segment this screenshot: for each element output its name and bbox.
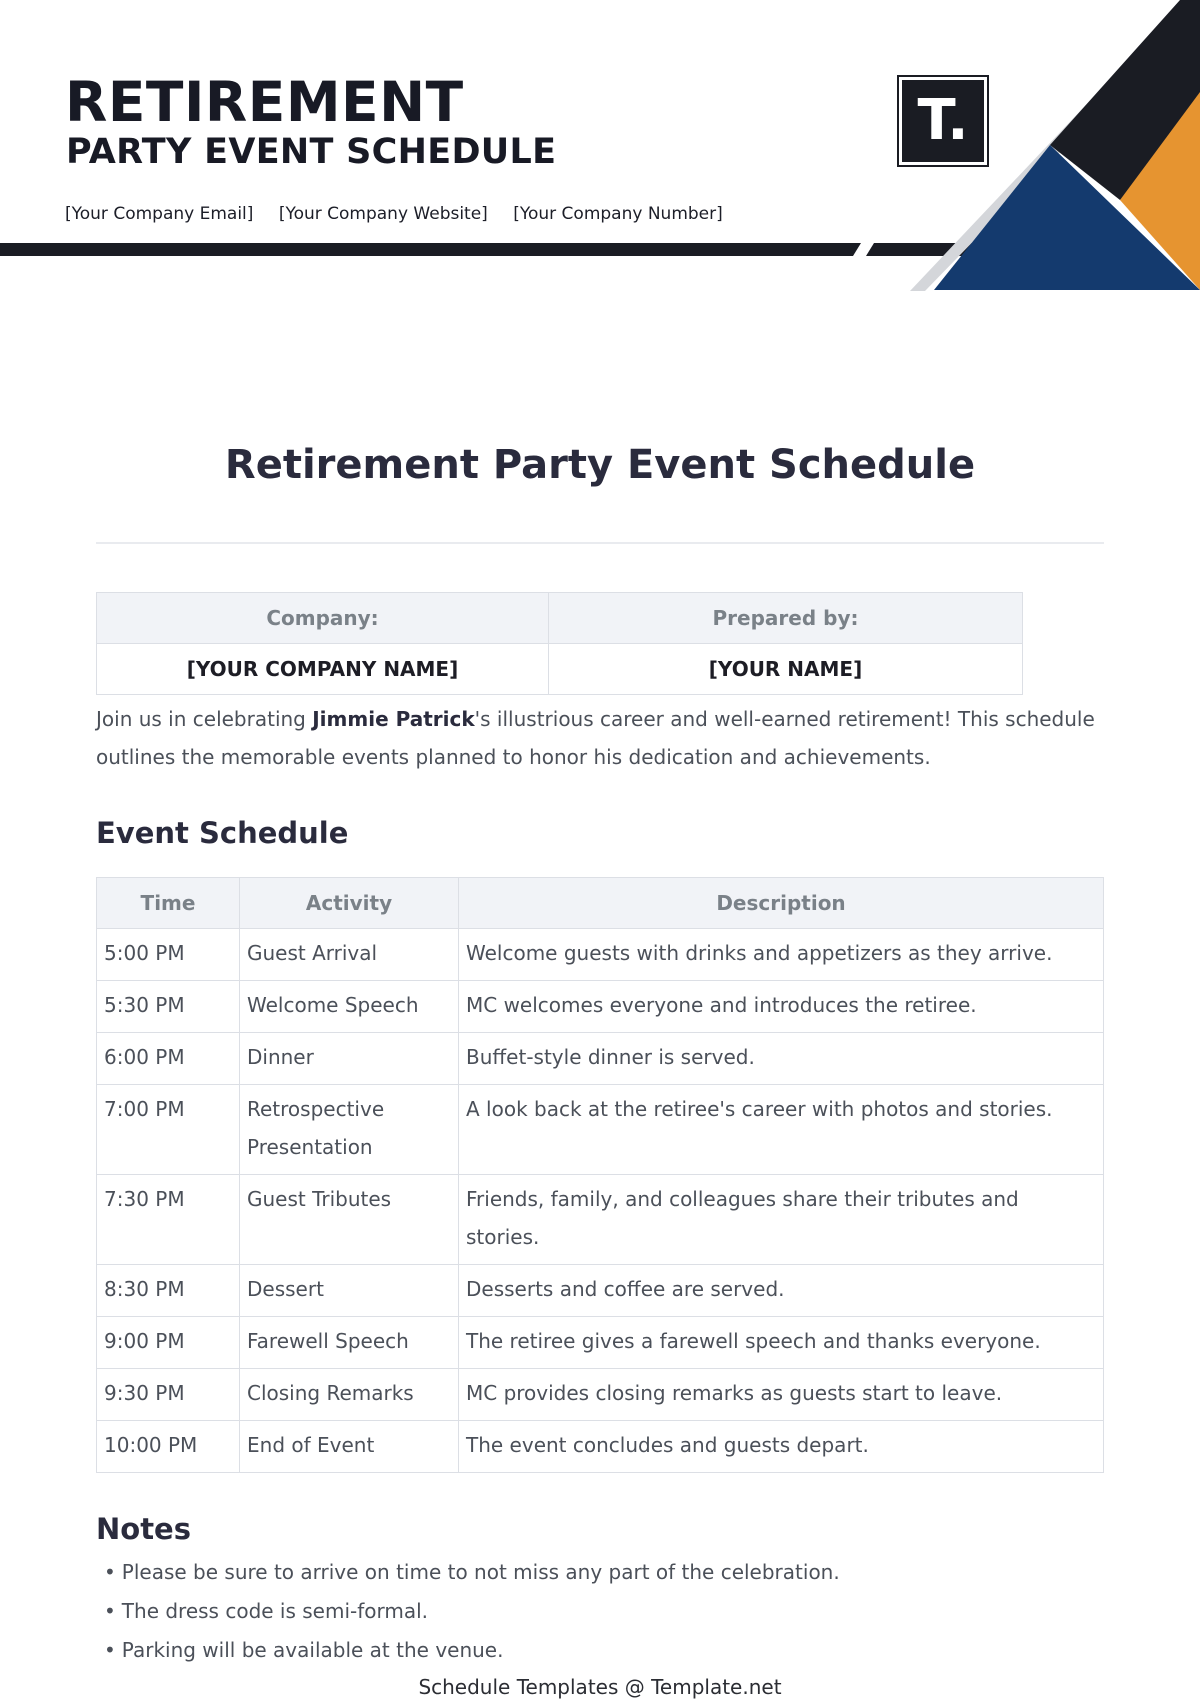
column-header-activity: Activity [240,878,459,929]
event-schedule-table [96,877,1104,1473]
event-schedule-heading: Event Schedule [96,816,349,850]
activity-cell: End of Event [240,1421,459,1473]
table-row [97,1033,1104,1085]
description-cell: Desserts and coffee are served. [459,1265,1104,1317]
description-cell: Buffet-style dinner is served. [459,1033,1104,1085]
prepared-by-label: Prepared by: [549,593,1023,644]
time-cell: 9:30 PM [97,1369,240,1421]
activity-cell: Guest Arrival [240,929,459,981]
schedule-header-row [97,878,1104,929]
company-website: [Your Company Website] [278,204,488,224]
table-row [97,1175,1104,1265]
list-item: • The dress code is semi-formal. [96,1592,840,1631]
table-row [97,981,1104,1033]
info-value-row [97,644,1023,695]
time-cell: 5:00 PM [97,929,240,981]
time-cell: 9:00 PM [97,1317,240,1369]
table-row [97,1265,1104,1317]
time-cell: 6:00 PM [97,1033,240,1085]
table-row [97,929,1104,981]
title-divider [96,542,1104,544]
info-header-row [97,593,1023,644]
retiree-name: Jimmie Patrick [312,707,475,731]
description-cell: The event concludes and guests depart. [459,1421,1104,1473]
intro-text-start: Join us in celebrating [96,707,313,731]
description-cell: MC welcomes everyone and introduces the retiree. [459,981,1104,1033]
table-row [97,1317,1104,1369]
intro-paragraph [96,700,1096,776]
company-number: [Your Company Number] [513,204,723,224]
notes-heading: Notes [96,1512,191,1546]
column-header-time: Time [97,878,240,929]
activity-cell: Dinner [240,1033,459,1085]
description-cell: Friends, family, and colleagues share their tributes and stories. [459,1175,1104,1265]
notes-list [96,1553,840,1670]
table-row [97,1421,1104,1473]
activity-cell: Closing Remarks [240,1369,459,1421]
brand-title: RETIREMENT [65,70,464,134]
logo-text: T. [917,88,969,153]
time-cell: 8:30 PM [97,1265,240,1317]
company-name-value: [YOUR COMPANY NAME] [97,644,549,695]
contact-line [65,203,743,225]
time-cell: 7:30 PM [97,1175,240,1265]
intro-text-end: 's illustrious career and well-earned retirement! This schedule outlines the memorable events planned to honor his dedication and achievements. [96,707,1095,769]
column-header-description: Description [459,878,1104,929]
table-row [97,1369,1104,1421]
footer-credit: Schedule Templates @ Template.net [418,1675,782,1699]
time-cell: 10:00 PM [97,1421,240,1473]
activity-cell: Retrospective Presentation [240,1085,459,1175]
activity-cell: Guest Tributes [240,1175,459,1265]
description-cell: Welcome guests with drinks and appetizers as they arrive. [459,929,1104,981]
description-cell: A look back at the retiree's career with photos and stories. [459,1085,1104,1175]
description-cell: MC provides closing remarks as guests start to leave. [459,1369,1104,1421]
header-bar [0,243,861,256]
activity-cell: Farewell Speech [240,1317,459,1369]
activity-cell: Welcome Speech [240,981,459,1033]
table-row [97,1085,1104,1175]
info-table [96,592,1023,695]
time-cell: 5:30 PM [97,981,240,1033]
brand-subtitle: PARTY EVENT SCHEDULE [66,132,557,172]
prepared-by-value: [YOUR NAME] [549,644,1023,695]
list-item: • Parking will be available at the venue. [96,1631,840,1670]
company-label: Company: [97,593,549,644]
company-logo [900,78,986,164]
list-item: • Please be sure to arrive on time to not miss any part of the celebration. [96,1553,840,1592]
activity-cell: Dessert [240,1265,459,1317]
company-email: [Your Company Email] [65,204,254,224]
description-cell: The retiree gives a farewell speech and thanks everyone. [459,1317,1104,1369]
document-title: Retirement Party Event Schedule [224,442,976,488]
time-cell: 7:00 PM [97,1085,240,1175]
